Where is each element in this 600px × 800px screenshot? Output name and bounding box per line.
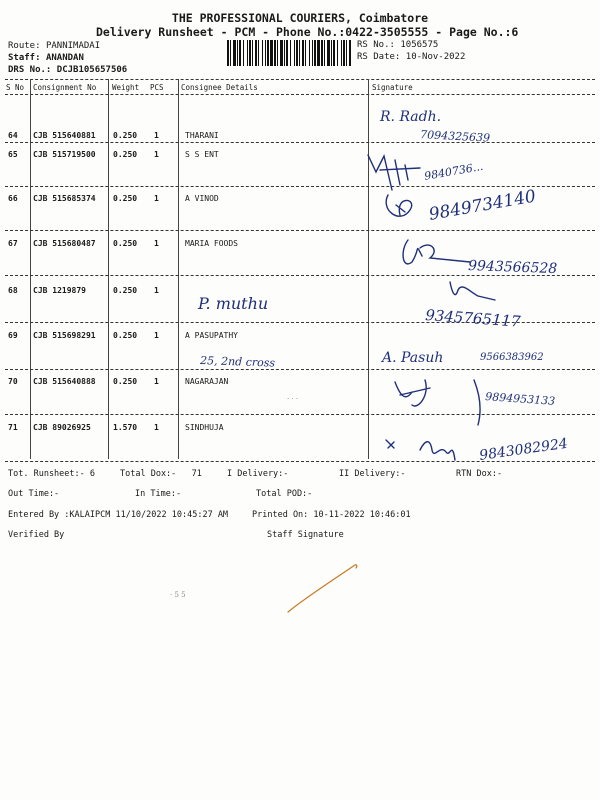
handwritten-phone: 7094325639 [419, 128, 491, 145]
handwritten-signature: R. Radh. [380, 109, 442, 125]
rs-date-label: RS Date: [357, 52, 401, 62]
row-pcs: 1 [154, 150, 159, 159]
row-consignment: CJB 1219879 [33, 286, 86, 295]
row-weight: 0.250 [113, 131, 138, 140]
staff-label: Staff: [8, 53, 41, 63]
row-weight: 0.250 [113, 239, 138, 248]
route-label: Route: [8, 41, 41, 51]
page-title: THE PROFESSIONAL COURIERS, Coimbatore [171, 11, 429, 25]
verified-by: Verified By [8, 530, 65, 540]
row-weight: 0.250 [113, 286, 138, 295]
handwritten-consignee-name: P. muthu [198, 294, 269, 313]
staff-signature-label: Staff Signature [267, 530, 344, 540]
row-weight: 0.250 [113, 377, 138, 386]
signature-scribble [420, 442, 455, 460]
ii-delivery: II Delivery:- [339, 469, 406, 479]
drs-value: DCJB105657506 [56, 65, 128, 75]
row-sno: 70 [8, 377, 18, 386]
handwritten-phone: 9840736... [423, 159, 485, 183]
total-dox: Total Dox:- 71 [120, 469, 202, 479]
row-sno: 69 [8, 331, 18, 340]
row-sno: 67 [8, 239, 18, 248]
row-consignment: CJB 515719500 [33, 150, 96, 159]
total-pod: Total POD:- [256, 489, 313, 499]
signature-scribble [474, 380, 480, 425]
row-pcs: 1 [154, 377, 159, 386]
row-consignee: NAGARAJAN [185, 377, 229, 386]
row-consignee: S S ENT [185, 150, 219, 159]
runsheet-subtitle: Delivery Runsheet - PCM - Phone No.:0422-3505555 - Page No.:6 [96, 25, 519, 39]
row-consignee: SINDHUJA [185, 423, 224, 432]
route-value: PANNIMADAI [45, 41, 101, 51]
signature-scribble [386, 195, 412, 216]
handwritten-phone: 9566383962 [480, 352, 544, 363]
out-time: Out Time:- [8, 489, 60, 499]
handwritten-address: 25, 2nd cross [199, 354, 276, 370]
faint-mark: · 5 5 [170, 591, 186, 599]
entered-by: Entered By :KALAIPCM 11/10/2022 10:45:27 AM [8, 510, 229, 520]
row-consignee: THARANI [185, 131, 219, 140]
handwritten-phone: 9345765117 [424, 306, 522, 331]
row-pcs: 1 [154, 131, 159, 140]
i-delivery: I Delivery:- [227, 469, 289, 479]
handwritten-phone: 9943566528 [467, 258, 558, 278]
row-weight: 0.250 [113, 331, 138, 340]
handwritten-signature: A. Pasuh [382, 350, 444, 366]
printed-on: Printed On: 10-11-2022 10:46:01 [252, 510, 411, 520]
col-signature: Signature [372, 83, 413, 92]
row-sno: 66 [8, 194, 18, 203]
row-weight: 0.250 [113, 150, 138, 159]
row-weight: 1.570 [113, 423, 138, 432]
row-consignment: CJB 515685374 [33, 194, 96, 203]
in-time: In Time:- [135, 489, 182, 499]
faint-mark: · · · [287, 395, 299, 403]
row-consignee: MARIA FOODS [185, 239, 238, 248]
rs-date-value: 10-Nov-2022 [405, 52, 466, 62]
drs-label: DRS No.: [8, 65, 52, 75]
handwritten-phone: 9849734140 [427, 186, 538, 225]
row-pcs: 1 [154, 331, 159, 340]
row-consignee: A PASUPATHY [185, 331, 238, 340]
rs-no-value: 1056575 [400, 40, 439, 50]
col-pcs: PCS [150, 83, 164, 92]
rtn-dox: RTN Dox:- [456, 469, 503, 479]
handwritten-phone: 9843082924 [478, 435, 569, 464]
row-sno: 65 [8, 150, 18, 159]
staff-signature-stroke [288, 565, 357, 612]
row-weight: 0.250 [113, 194, 138, 203]
signature-scribble [450, 282, 495, 300]
col-consignment: Consignment No [33, 83, 97, 92]
signature-scribble [386, 440, 394, 448]
row-consignment: CJB 515680487 [33, 239, 96, 248]
signature-scribble [395, 380, 430, 406]
signature-scribble [368, 155, 392, 190]
row-consignee: A VINOD [185, 194, 219, 203]
row-pcs: 1 [154, 239, 159, 248]
row-consignment: CJB 89026925 [33, 423, 91, 432]
row-sno: 71 [8, 423, 18, 432]
col-consignee: Consignee Details [181, 83, 258, 92]
row-pcs: 1 [154, 286, 159, 295]
row-consignment: CJB 515640888 [33, 377, 96, 386]
handwritten-phone: 9894953133 [484, 390, 556, 408]
signature-scribble [403, 240, 470, 264]
rs-no-label: RS No.: [357, 40, 395, 50]
col-weight: Weight [112, 83, 140, 92]
row-pcs: 1 [154, 423, 159, 432]
row-consignment: CJB 515640881 [33, 131, 96, 140]
row-sno: 64 [8, 131, 18, 140]
tot-runsheet: Tot. Runsheet:- 6 [8, 469, 95, 479]
row-consignment: CJB 515698291 [33, 331, 96, 340]
row-pcs: 1 [154, 194, 159, 203]
col-sno: S No [6, 83, 25, 92]
row-sno: 68 [8, 286, 18, 295]
staff-value: ANANDAN [45, 53, 84, 63]
